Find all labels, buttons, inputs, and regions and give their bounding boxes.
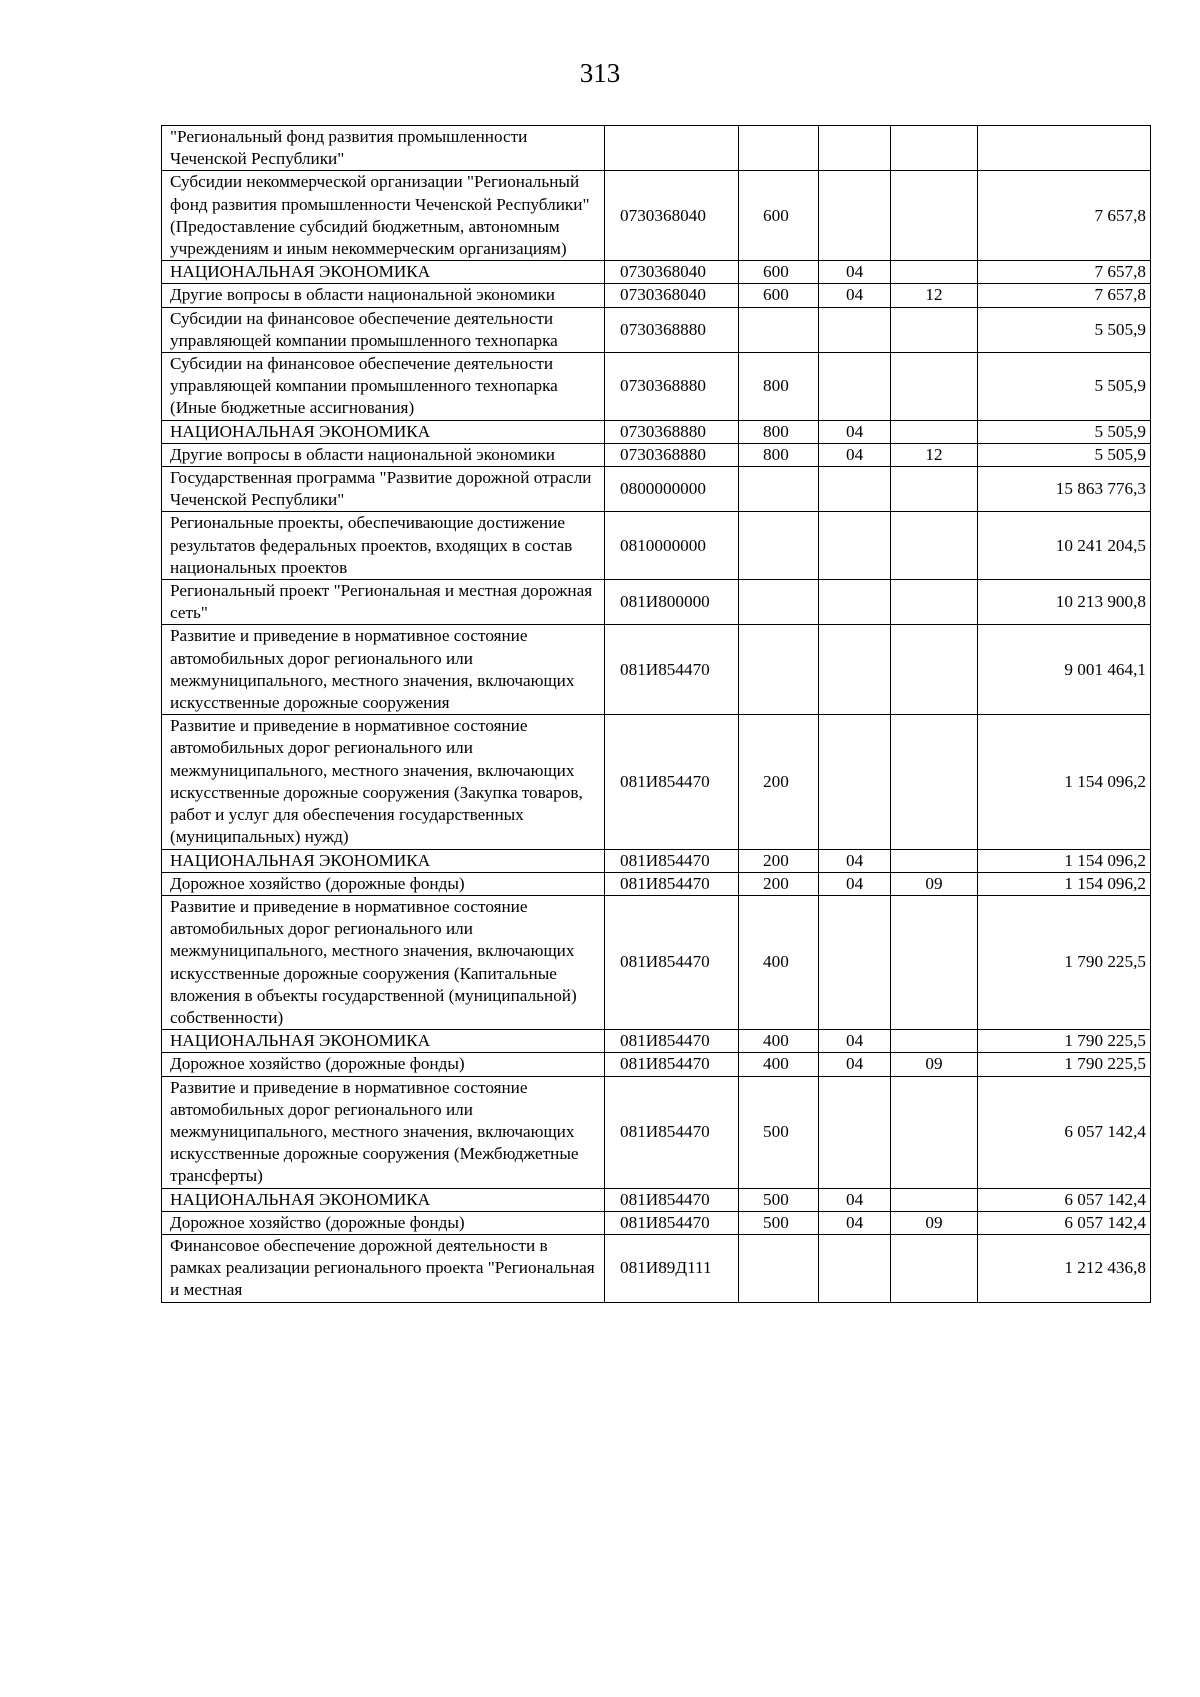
row-name: НАЦИОНАЛЬНАЯ ЭКОНОМИКА [162, 1030, 605, 1053]
row-target-code: 081И89Д111 [605, 1234, 739, 1302]
row-target-code: 081И800000 [605, 580, 739, 625]
row-name: Субсидии на финансовое обеспечение деятельности управляющей компании промышленного технопарка (Иные бюджетные ассигнования) [162, 353, 605, 421]
table-row [162, 307, 1151, 352]
row-subsection: 09 [891, 872, 978, 895]
row-name: Субсидии некоммерческой организации "Региональный фонд развития промышленности Чеченской Республики" (Предоставление субсидий бюджетным, автономным учреждениям и иным некоммерческим организациям) [162, 171, 605, 261]
row-target-code: 0730368880 [605, 420, 739, 443]
row-expense-type: 800 [739, 420, 819, 443]
budget-table [161, 125, 1151, 1303]
table-row [162, 895, 1151, 1029]
row-name: Государственная программа "Развитие дорожной отрасли Чеченской Республики" [162, 467, 605, 512]
row-subsection [891, 467, 978, 512]
row-target-code: 081И854470 [605, 625, 739, 715]
row-section: 04 [819, 420, 891, 443]
row-target-code: 081И854470 [605, 895, 739, 1029]
row-target-code: 0730368880 [605, 443, 739, 466]
row-section [819, 1234, 891, 1302]
table-row [162, 171, 1151, 261]
row-target-code: 081И854470 [605, 1030, 739, 1053]
row-name: Другие вопросы в области национальной экономики [162, 443, 605, 466]
table-row [162, 580, 1151, 625]
row-target-code: 081И854470 [605, 1188, 739, 1211]
row-section: 04 [819, 1188, 891, 1211]
row-subsection [891, 715, 978, 849]
row-amount: 10 241 204,5 [978, 512, 1151, 580]
row-expense-type: 600 [739, 261, 819, 284]
row-amount: 6 057 142,4 [978, 1076, 1151, 1188]
table-row [162, 512, 1151, 580]
table-row [162, 1076, 1151, 1188]
table-row [162, 1234, 1151, 1302]
row-name: Развитие и приведение в нормативное состояние автомобильных дорог регионального или межмуниципального, местного значения, включающих искусственные дорожные сооружения (Закупка товаров, работ и услуг для обеспечения государственных (муниципальных) нужд) [162, 715, 605, 849]
row-expense-type: 600 [739, 284, 819, 307]
row-section [819, 171, 891, 261]
table-row [162, 126, 1151, 171]
table-row [162, 872, 1151, 895]
row-section: 04 [819, 1030, 891, 1053]
row-name: НАЦИОНАЛЬНАЯ ЭКОНОМИКА [162, 1188, 605, 1211]
row-target-code: 081И854470 [605, 872, 739, 895]
row-subsection [891, 512, 978, 580]
row-amount: 7 657,8 [978, 261, 1151, 284]
row-subsection [891, 1188, 978, 1211]
row-expense-type: 200 [739, 715, 819, 849]
row-target-code: 081И854470 [605, 715, 739, 849]
row-subsection [891, 171, 978, 261]
row-section: 04 [819, 872, 891, 895]
row-expense-type: 800 [739, 443, 819, 466]
row-amount: 1 154 096,2 [978, 715, 1151, 849]
row-section [819, 1076, 891, 1188]
row-name: Региональные проекты, обеспечивающие достижение результатов федеральных проектов, входящих в состав национальных проектов [162, 512, 605, 580]
row-target-code [605, 126, 739, 171]
row-subsection [891, 307, 978, 352]
row-expense-type: 200 [739, 849, 819, 872]
page-number: 313 [579, 58, 621, 88]
table-row [162, 625, 1151, 715]
row-name: Региональный проект "Региональная и местная дорожная сеть" [162, 580, 605, 625]
row-expense-type [739, 467, 819, 512]
row-section: 04 [819, 443, 891, 466]
row-name: Дорожное хозяйство (дорожные фонды) [162, 1053, 605, 1076]
row-target-code: 0800000000 [605, 467, 739, 512]
row-amount: 6 057 142,4 [978, 1211, 1151, 1234]
row-subsection [891, 1030, 978, 1053]
row-section [819, 307, 891, 352]
table-row [162, 443, 1151, 466]
budget-table-body [162, 126, 1151, 1303]
row-target-code: 081И854470 [605, 849, 739, 872]
table-row [162, 420, 1151, 443]
row-amount: 1 154 096,2 [978, 849, 1151, 872]
table-row [162, 849, 1151, 872]
row-expense-type: 400 [739, 1030, 819, 1053]
row-name: НАЦИОНАЛЬНАЯ ЭКОНОМИКА [162, 849, 605, 872]
row-name: НАЦИОНАЛЬНАЯ ЭКОНОМИКА [162, 420, 605, 443]
row-name: "Региональный фонд развития промышленности Чеченской Республики" [162, 126, 605, 171]
row-amount: 5 505,9 [978, 420, 1151, 443]
row-section: 04 [819, 1211, 891, 1234]
row-target-code: 081И854470 [605, 1211, 739, 1234]
row-section [819, 715, 891, 849]
row-amount: 5 505,9 [978, 353, 1151, 421]
row-section [819, 512, 891, 580]
row-section [819, 467, 891, 512]
row-subsection [891, 126, 978, 171]
row-subsection [891, 580, 978, 625]
row-expense-type [739, 625, 819, 715]
row-name: Другие вопросы в области национальной экономики [162, 284, 605, 307]
row-name: Дорожное хозяйство (дорожные фонды) [162, 1211, 605, 1234]
row-target-code: 0730368040 [605, 171, 739, 261]
row-expense-type [739, 307, 819, 352]
row-section [819, 895, 891, 1029]
row-amount: 1 212 436,8 [978, 1234, 1151, 1302]
row-subsection [891, 849, 978, 872]
row-subsection: 09 [891, 1053, 978, 1076]
row-section [819, 126, 891, 171]
row-subsection: 12 [891, 443, 978, 466]
row-section: 04 [819, 849, 891, 872]
row-section: 04 [819, 261, 891, 284]
row-amount: 1 154 096,2 [978, 872, 1151, 895]
row-name: НАЦИОНАЛЬНАЯ ЭКОНОМИКА [162, 261, 605, 284]
row-name: Дорожное хозяйство (дорожные фонды) [162, 872, 605, 895]
row-target-code: 081И854470 [605, 1053, 739, 1076]
row-target-code: 0730368880 [605, 307, 739, 352]
row-subsection [891, 353, 978, 421]
row-expense-type: 200 [739, 872, 819, 895]
row-amount: 7 657,8 [978, 284, 1151, 307]
row-subsection: 12 [891, 284, 978, 307]
row-amount [978, 126, 1151, 171]
row-amount: 5 505,9 [978, 443, 1151, 466]
row-expense-type [739, 580, 819, 625]
row-expense-type: 800 [739, 353, 819, 421]
row-amount: 6 057 142,4 [978, 1188, 1151, 1211]
table-row [162, 353, 1151, 421]
row-expense-type: 400 [739, 1053, 819, 1076]
row-section: 04 [819, 1053, 891, 1076]
row-target-code: 0730368040 [605, 261, 739, 284]
row-target-code: 081И854470 [605, 1076, 739, 1188]
row-subsection [891, 1076, 978, 1188]
table-row [162, 1211, 1151, 1234]
row-amount: 1 790 225,5 [978, 1030, 1151, 1053]
table-row [162, 1030, 1151, 1053]
row-subsection: 09 [891, 1211, 978, 1234]
row-expense-type [739, 1234, 819, 1302]
row-name: Развитие и приведение в нормативное состояние автомобильных дорог регионального или межмуниципального, местного значения, включающих искусственные дорожные сооружения (Межбюджетные трансферты) [162, 1076, 605, 1188]
row-subsection [891, 420, 978, 443]
row-amount: 10 213 900,8 [978, 580, 1151, 625]
row-subsection [891, 895, 978, 1029]
row-name: Развитие и приведение в нормативное состояние автомобильных дорог регионального или межмуниципального, местного значения, включающих искусственные дорожные сооружения [162, 625, 605, 715]
table-row [162, 1188, 1151, 1211]
row-target-code: 0730368880 [605, 353, 739, 421]
row-section [819, 580, 891, 625]
row-expense-type [739, 512, 819, 580]
table-row [162, 261, 1151, 284]
row-section [819, 353, 891, 421]
row-amount: 9 001 464,1 [978, 625, 1151, 715]
row-amount: 15 863 776,3 [978, 467, 1151, 512]
row-expense-type: 600 [739, 171, 819, 261]
row-amount: 5 505,9 [978, 307, 1151, 352]
row-subsection [891, 625, 978, 715]
table-row [162, 715, 1151, 849]
table-row [162, 1053, 1151, 1076]
row-expense-type: 500 [739, 1211, 819, 1234]
row-section: 04 [819, 284, 891, 307]
table-row [162, 467, 1151, 512]
row-name: Субсидии на финансовое обеспечение деятельности управляющей компании промышленного технопарка [162, 307, 605, 352]
row-amount: 1 790 225,5 [978, 1053, 1151, 1076]
table-row [162, 284, 1151, 307]
row-expense-type: 500 [739, 1188, 819, 1211]
row-expense-type: 500 [739, 1076, 819, 1188]
row-amount: 1 790 225,5 [978, 895, 1151, 1029]
row-section [819, 625, 891, 715]
row-name: Развитие и приведение в нормативное состояние автомобильных дорог регионального или межмуниципального, местного значения, включающих искусственные дорожные сооружения (Капитальные вложения в объекты государственной (муниципальной) собственности) [162, 895, 605, 1029]
row-target-code: 0810000000 [605, 512, 739, 580]
row-amount: 7 657,8 [978, 171, 1151, 261]
row-expense-type [739, 126, 819, 171]
row-name: Финансовое обеспечение дорожной деятельности в рамках реализации регионального проекта "Региональная и местная [162, 1234, 605, 1302]
row-subsection [891, 261, 978, 284]
row-target-code: 0730368040 [605, 284, 739, 307]
row-expense-type: 400 [739, 895, 819, 1029]
row-subsection [891, 1234, 978, 1302]
